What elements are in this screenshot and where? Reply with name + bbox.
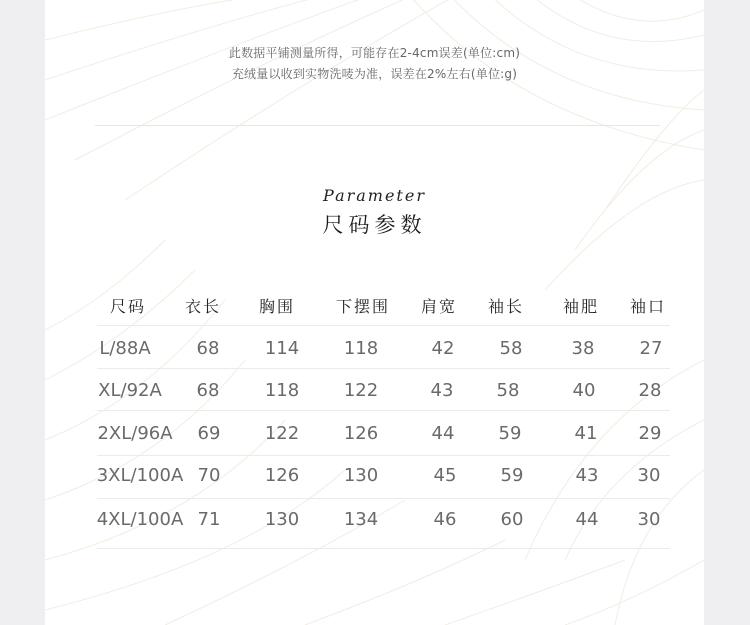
table-cell: 27 [639,338,663,359]
table-cell: 134 [343,509,379,530]
table-cell: 126 [264,465,300,486]
size-label-cell: 4XL/100A [96,509,184,530]
table-header-cell: 衣长 [184,297,222,316]
table-cell: 29 [638,423,662,444]
table-cell: 45 [433,465,457,486]
table-cell: 28 [638,380,662,401]
table-cell: 42 [431,338,455,359]
table-cell: 58 [499,338,523,359]
row-divider [97,325,670,326]
table-cell: 30 [637,509,661,530]
fill-weight-note: 充绒量以收到实物洗唛为准，误差在2%左右(单位:g) [231,67,518,81]
size-label-cell: XL/92A [98,380,162,401]
table-cell: 60 [500,509,524,530]
table-cell: 114 [264,338,300,359]
section-title-zh: 尺码参数 [322,213,427,237]
row-divider [97,498,670,499]
table-cell: 71 [197,509,221,530]
table-cell: 68 [196,338,220,359]
measurement-note: 此数据平铺测量所得，可能存在2-4cm误差(单位:cm) [228,46,521,60]
table-header-cell: 胸围 [258,297,296,316]
size-chart-panel [45,0,704,625]
table-cell: 68 [196,380,220,401]
table-cell: 122 [343,380,379,401]
row-divider [97,410,670,411]
table-cell: 58 [496,380,520,401]
table-cell: 30 [637,465,661,486]
table-header-cell: 袖口 [629,297,667,316]
table-cell: 130 [264,509,300,530]
table-header-cell: 下摆围 [335,297,391,316]
table-cell: 118 [264,380,300,401]
size-label-cell: 3XL/100A [96,465,184,486]
table-cell: 122 [264,423,300,444]
table-cell: 69 [197,423,221,444]
table-header-cell: 袖肥 [562,297,600,316]
table-cell: 44 [575,509,599,530]
size-label-cell: 2XL/96A [97,423,173,444]
table-cell: 126 [343,423,379,444]
table-header-cell: 肩宽 [420,297,458,316]
size-label-cell: L/88A [99,338,151,359]
section-title-en: Parameter [323,186,426,205]
table-cell: 46 [433,509,457,530]
table-cell: 38 [571,338,595,359]
table-cell: 70 [197,465,221,486]
row-divider [97,368,670,369]
table-cell: 118 [343,338,379,359]
table-cell: 41 [574,423,598,444]
section-divider [95,125,660,126]
row-divider [97,548,670,549]
table-cell: 43 [430,380,454,401]
table-header-cell: 袖长 [487,297,525,316]
table-header-cell: 尺码 [109,297,147,316]
table-cell: 43 [575,465,599,486]
table-cell: 130 [343,465,379,486]
table-cell: 59 [500,465,524,486]
table-cell: 59 [498,423,522,444]
table-cell: 44 [431,423,455,444]
table-cell: 40 [572,380,596,401]
row-divider [97,455,670,456]
